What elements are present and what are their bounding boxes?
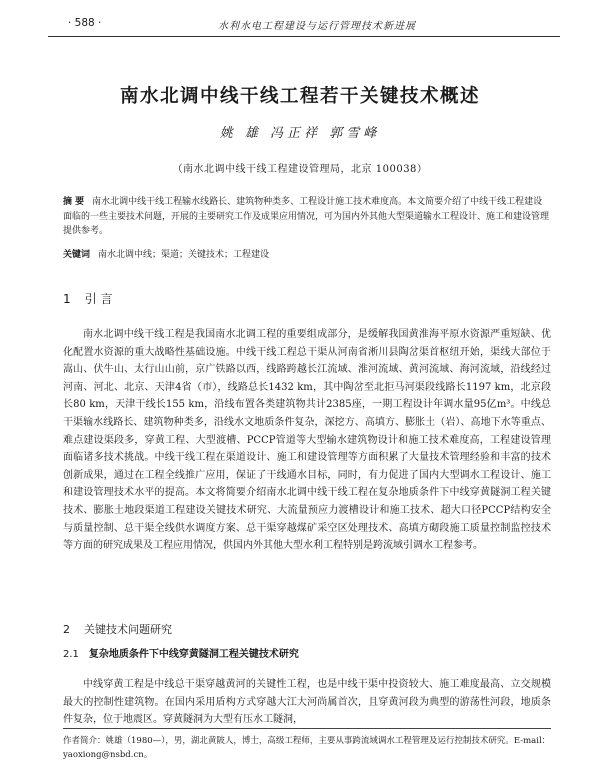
section-number: 2	[63, 623, 70, 636]
author-footnote: 作者简介：姚雄（1980—），男，湖北黄陂人，博士，高级工程师，主要从事跨流域调水工程管理及运行控制技术研究。E-mail：yaoxiong@nsbd.cn。	[63, 736, 551, 760]
running-header	[48, 14, 560, 37]
section-heading-key-technologies	[63, 621, 172, 637]
subsection-number: 2.1	[63, 649, 79, 660]
abstract-text: 南水北调中线干线工程输水线路长、建筑物种类多、工程设计施工技术难度高。本文简要介绍了中线干线工程建设面临的一些主要技术问题，开展的主要研究工作及成果应用情况，可为国内外其他大型渠道输水工程设计、施工和建设管理提供参考。	[63, 197, 550, 236]
paper-title: 南水北调中线干线工程若干关键技术概述	[119, 86, 480, 107]
section-heading-introduction	[63, 290, 112, 307]
keywords	[63, 248, 551, 263]
subsection-heading	[63, 645, 299, 660]
section-title: 关键技术问题研究	[84, 623, 172, 636]
abstract-label: 摘 要	[63, 197, 85, 207]
page-number: · 588 ·	[68, 17, 102, 29]
authors: 姚 雄 冯正祥 郭雪峰	[219, 126, 381, 141]
introduction-paragraph: 南水北调中线干线工程是我国南水北调工程的重要组成部分，是缓解我国黄淮海平原水资源严重短缺、优化配置水资源的重大战略性基础设施。中线干线工程总干渠从河南省淅川县陶岔渠首枢纽开始，渠线大部位于嵩山、伏牛山、太行山山前，京广铁路以西，线路跨越长江流域、淮河流域、黄河流域、海河流域，沿线经过河南、河北、北京、天津4省（市），线路总长1432 km，其中陶岔至北拒马河渠段线路长1197 km，北京段长80 km，天津干线长155 km，沿线布置各类建筑物共计2385座，一期工程设计年调水量95亿m³。中线总干渠输水线路长、建筑物种类多，沿线水文地质条件复杂，深挖方、高填方、膨胀土（岩）、高地下水等重点、难点建设渠段多，穿黄工程、大型渡槽、PCCP管道等大型输水建筑物设计和施工技术难度高，工程建设管理面临诸多技术挑战。中线干线工程在渠道设计、施工和建设管理等方面积累了大量技术管理经验和丰富的技术创新成果，通过在工程全线推广应用，保证了干线通水目标，同时，有力促进了国内大型调水工程设计、施工和建设管理技术水平的提高。本文将简要介绍南水北调中线干线工程在复杂地质条件下中线穿黄隧洞工程关键技术、膨胀土地段渠道工程建设关键技术研究、大流量预应力渡槽设计和施工技术、超大口径PCCP结构安全与质量控制、总干渠全线供水调度方案、总干渠穿越煤矿采空区处理技术、高填方砌段施工质量控制监控技术等方面的研究成果及工程应用情况，供国内外其他大型水利工程特别是跨流域引调水工程参考。	[63, 329, 551, 552]
journal-name: 水利水电工程建设与运行管理技术新进展	[218, 21, 416, 32]
section-title: 引 言	[84, 292, 113, 306]
subsection-title: 复杂地质条件下中线穿黄隧洞工程关键技术研究	[88, 649, 299, 660]
abstract	[63, 195, 551, 239]
keywords-label: 关键词	[63, 250, 91, 260]
footnote-divider	[63, 728, 551, 729]
affiliation: （南水北调中线干线工程建设管理局，北京 100038）	[172, 164, 428, 175]
subsection-paragraph: 中线穿黄工程是中线总干渠穿越黄河的关键性工程，也是中线干渠中投资较大、施工难度最高、立交规模最大的控制性建筑物。在国内采用盾构方式穿越大江大河尚属首次，且穿黄河段为典型的游荡性河段，地质条件复杂，位于地震区。穿黄隧洞为大型有压水工隧洞，	[63, 679, 551, 726]
keywords-text: 南水北调中线；渠道；关键技术；工程建设	[98, 250, 270, 260]
section-number: 1	[63, 292, 71, 306]
